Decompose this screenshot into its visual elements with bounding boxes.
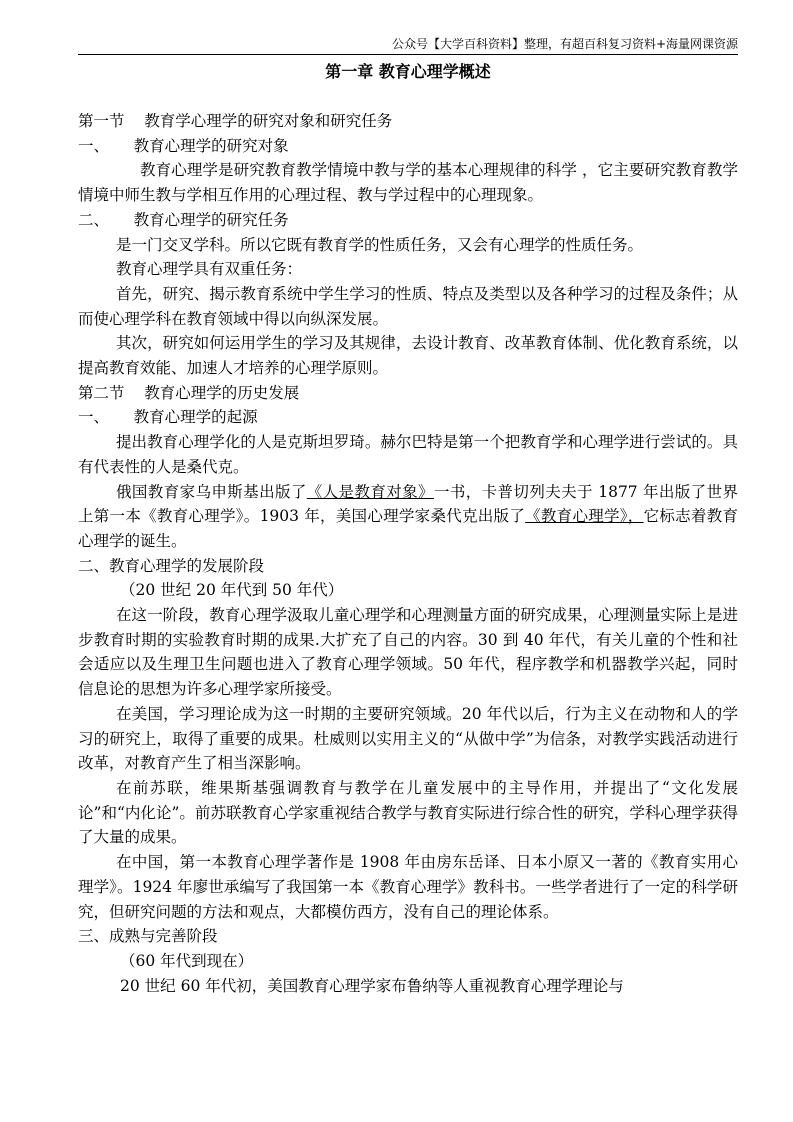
paragraph: 在前苏联，维果斯基强调教育与教学在儿童发展中的主导作用，并提出了“文化发展论”和“内化论”。前苏联教育心学家重视结合教学与教育实际进行综合性的研究，学科心理学获得了大量的成果。 bbox=[78, 778, 738, 847]
paragraph: 在中国，第一本教育心理学著作是 1908 年由房东岳译、日本小原又一著的《教育实用心理学》。1924 年廖世承编写了我国第一本《教育心理学》教科书。一些学者进行了一定的科学研究，但研究问题的方法和观点，大都模仿西方，没有自己的理论体系。 bbox=[78, 853, 738, 921]
paragraph: 教育心理学是研究教育教学情境中教与学的基本心理规律的科学 ，它主要研究教育教学情境中师生教与学相互作用的心理过程、教与学过程中的心理现象。 bbox=[78, 161, 738, 205]
subsection-heading: 一、 教育心理学的研究对象 bbox=[78, 136, 289, 155]
paragraph: 20 世纪 60 年代初，美国教育心理学家布鲁纳等人重视教育心理学理论与 bbox=[120, 976, 624, 995]
subsection-heading: 一、 教育心理学的起源 bbox=[78, 408, 258, 427]
paragraph: 在美国，学习理论成为这一时期的主要研究领域。20 年代以后，行为主义在动物和人的学习的研究上，取得了重要的成果。杜威则以实用主义的“从做中学”为信条，对教学实践活动进行改革，对教育产生了相当深影响。 bbox=[78, 704, 738, 773]
text-run: 它标志着教育心理学的诞生。 bbox=[78, 507, 738, 550]
subsection-heading: 三、成熟与完善阶段 bbox=[78, 927, 218, 946]
paragraph-with-underlines bbox=[78, 480, 738, 554]
period-note: （60 年代到现在） bbox=[120, 951, 254, 970]
underlined-book-title: 《教育心理学》， bbox=[525, 507, 644, 526]
text-run: 一书，卡普切列夫夫于 1877 年出版了世界上第一本《教育心理学》。1903 年，美国心理学家桑代克出版了 bbox=[78, 482, 738, 526]
period-note: （20 世纪 20 年代到 50 年代） bbox=[120, 581, 344, 600]
underlined-book-title: 《人是教育对象》 bbox=[306, 482, 434, 501]
page-header: 公众号【大学百科资料】整理，有超百科复习资料+海量网课资源 bbox=[391, 37, 738, 51]
paragraph: 在这一阶段，教育心理学汲取儿童心理学和心理测量方面的研究成果，心理测量实际上是进步教育时期的实验教育时期的成果.大扩充了自己的内容。30 到 40 年代，有关儿童的个性和社会适应以及生理卫生问题也进入了教育心理学领域。50 年代，程序教学和机器教学兴起，同时信息论的思想为许多心理学家所接受。 bbox=[78, 606, 738, 699]
header-rule bbox=[78, 54, 738, 55]
paragraph: 首先，研究、揭示教育系统中学生学习的性质、特点及类型以及各种学习的过程及条件；从而使心理学科在教育领域中得以向纵深发展。 bbox=[78, 284, 738, 328]
section-heading: 第二节 教育心理学的历史发展 bbox=[78, 383, 300, 402]
subsection-heading: 二、 教育心理学的研究任务 bbox=[78, 210, 289, 229]
document-body bbox=[78, 59, 738, 998]
spacer bbox=[78, 85, 738, 109]
paragraph: 其次，研究如何运用学生的学习及其规律，去设计教育、改革教育体制、优化教育系统，以提高教育效能、加速人才培养的心理学原则。 bbox=[78, 334, 738, 378]
text-run: 俄国教育家乌申斯基出版了 bbox=[116, 482, 307, 501]
paragraph: 是一门交叉学科。所以它既有教育学的性质任务，又会有心理学的性质任务。 bbox=[116, 235, 644, 254]
subsection-heading: 二、教育心理学的发展阶段 bbox=[78, 556, 265, 575]
section-heading: 第一节 教育学心理学的研究对象和研究任务 bbox=[78, 112, 393, 130]
paragraph: 教育心理学具有双重任务： bbox=[116, 260, 303, 279]
paragraph: 提出教育心理学化的人是克斯坦罗琦。赫尔巴特是第一个把教育学和心理学进行尝试的。具有代表性的人是桑代克。 bbox=[78, 433, 738, 476]
chapter-title: 第一章 教育心理学概述 bbox=[325, 62, 491, 81]
